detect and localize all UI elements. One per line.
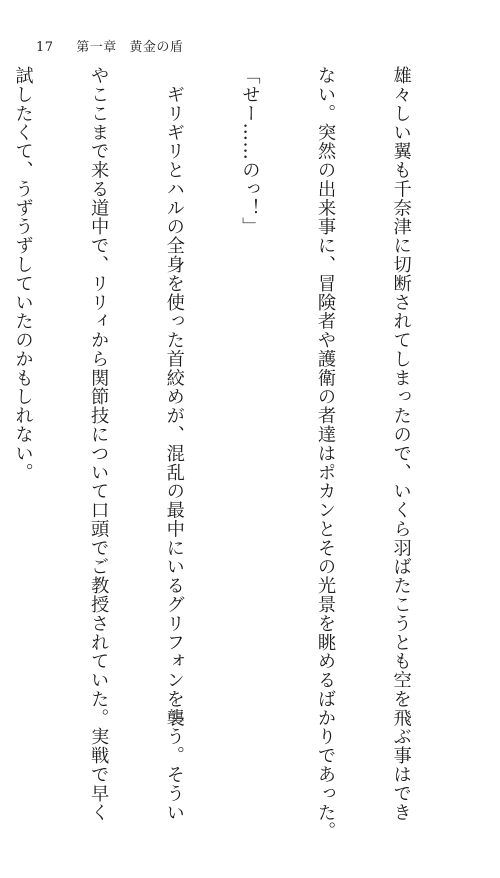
vertical-body-text xyxy=(12,66,464,841)
page-number: 17 xyxy=(36,40,54,55)
dialogue-line: 「せー……のっ！」 xyxy=(239,66,261,236)
page-header xyxy=(36,36,183,55)
text-line: ない。突然の出来事に、冒険者や護衛の者達はポカンとその光景を眺めるばかりであった。 xyxy=(314,66,336,841)
chapter-title: 黄金の盾 xyxy=(129,40,184,55)
text-line: やここまで来る道中で、リリィから関節技について口頭でご教授されていた。実戦で早く xyxy=(88,66,110,822)
text-line: 試したくて、うずうずしていたのかもしれない。 xyxy=(12,66,34,482)
text-line: 雄々しい翼も千奈津に切断されてしまったので、いくら羽ばたこうとも空を飛ぶ事はでき xyxy=(390,66,412,822)
text-line: ギリギリとハルの全身を使った首絞めが、混乱の最中にいるグリフォンを襲う。そうい xyxy=(163,66,185,822)
chapter-label: 第一章 xyxy=(76,40,117,55)
